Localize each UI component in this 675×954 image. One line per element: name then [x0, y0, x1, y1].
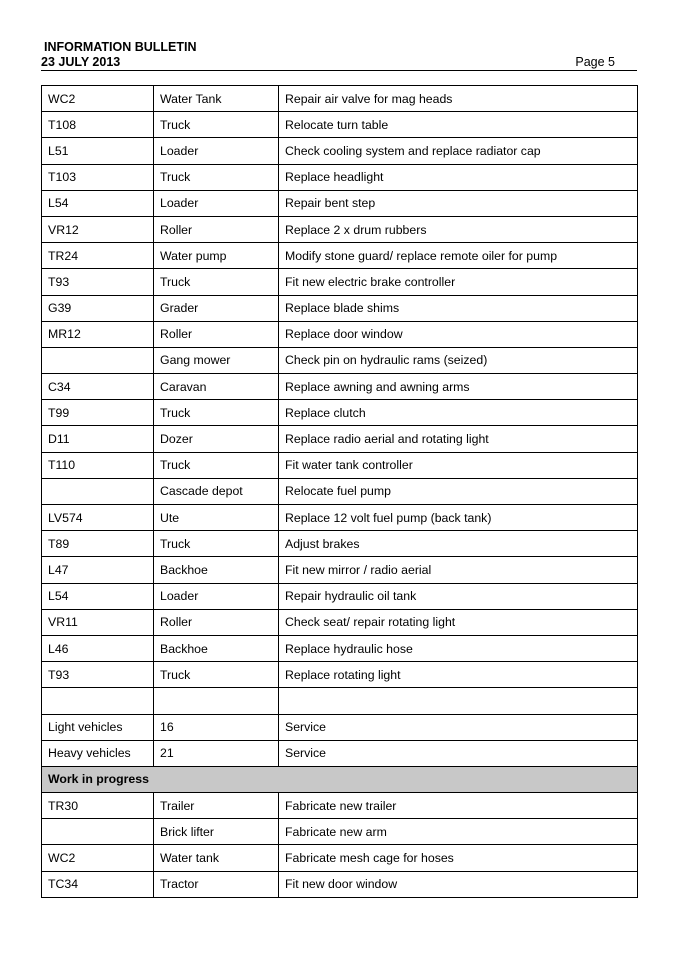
cell-task: Fabricate new trailer: [279, 793, 638, 819]
table-row: [42, 505, 638, 531]
cell-equipment-type: Ute: [154, 505, 279, 531]
table-row: [42, 112, 638, 138]
cell-equipment-id: WC2: [42, 845, 154, 871]
cell-equipment-id: T93: [42, 269, 154, 295]
table-row: [42, 557, 638, 583]
cell-equipment-type: Grader: [154, 295, 279, 321]
cell-equipment-id: MR12: [42, 321, 154, 347]
table-row: [42, 635, 638, 661]
table-row: [42, 740, 638, 766]
cell-equipment-type: Cascade depot: [154, 478, 279, 504]
cell-equipment-id: LV574: [42, 505, 154, 531]
table-row: [42, 583, 638, 609]
cell-task: Check cooling system and replace radiator cap: [279, 138, 638, 164]
cell-equipment-type: Truck: [154, 400, 279, 426]
cell-equipment-type: Dozer: [154, 426, 279, 452]
section-header-row: [42, 766, 638, 792]
cell-task: Replace radio aerial and rotating light: [279, 426, 638, 452]
cell-equipment-id: Heavy vehicles: [42, 740, 154, 766]
cell-task: Check pin on hydraulic rams (seized): [279, 347, 638, 373]
table-row: [42, 190, 638, 216]
cell-equipment-id: T103: [42, 164, 154, 190]
cell-task: Check seat/ repair rotating light: [279, 609, 638, 635]
cell-task: Replace hydraulic hose: [279, 635, 638, 661]
cell-equipment-type: Brick lifter: [154, 819, 279, 845]
cell-equipment-id: L47: [42, 557, 154, 583]
cell-equipment-id: WC2: [42, 86, 154, 112]
cell-task: Replace 2 x drum rubbers: [279, 216, 638, 242]
cell-equipment-id: D11: [42, 426, 154, 452]
cell-task: [279, 688, 638, 714]
cell-task: Modify stone guard/ replace remote oiler for pump: [279, 243, 638, 269]
cell-task: Replace clutch: [279, 400, 638, 426]
table-row: [42, 478, 638, 504]
cell-equipment-id: C34: [42, 374, 154, 400]
work-items-table: [41, 85, 638, 898]
table-row: [42, 243, 638, 269]
cell-equipment-type: Backhoe: [154, 557, 279, 583]
table-row: [42, 374, 638, 400]
cell-equipment-type: Roller: [154, 609, 279, 635]
cell-equipment-id: Light vehicles: [42, 714, 154, 740]
cell-task: Relocate fuel pump: [279, 478, 638, 504]
cell-task: Fit new door window: [279, 871, 638, 897]
cell-task: Fit new electric brake controller: [279, 269, 638, 295]
table-row: [42, 871, 638, 897]
cell-task: Replace rotating light: [279, 662, 638, 688]
cell-equipment-id: [42, 478, 154, 504]
cell-equipment-type: Truck: [154, 452, 279, 478]
header-date-row: [41, 55, 637, 71]
cell-equipment-type: Gang mower: [154, 347, 279, 373]
cell-task: Replace awning and awning arms: [279, 374, 638, 400]
cell-equipment-type: Truck: [154, 164, 279, 190]
cell-equipment-type: 16: [154, 714, 279, 740]
cell-equipment-id: [42, 347, 154, 373]
table-row: [42, 426, 638, 452]
cell-equipment-id: TR30: [42, 793, 154, 819]
cell-equipment-id: T93: [42, 662, 154, 688]
cell-equipment-type: Loader: [154, 583, 279, 609]
cell-equipment-type: Truck: [154, 112, 279, 138]
cell-equipment-id: [42, 688, 154, 714]
bulletin-date: 23 JULY 2013: [41, 55, 121, 69]
cell-equipment-id: T110: [42, 452, 154, 478]
table-row: [42, 819, 638, 845]
cell-equipment-id: VR11: [42, 609, 154, 635]
cell-task: Replace door window: [279, 321, 638, 347]
cell-equipment-id: VR12: [42, 216, 154, 242]
cell-equipment-type: Loader: [154, 138, 279, 164]
cell-task: Replace blade shims: [279, 295, 638, 321]
cell-equipment-type: Truck: [154, 662, 279, 688]
cell-equipment-type: Truck: [154, 531, 279, 557]
cell-equipment-id: L54: [42, 583, 154, 609]
cell-task: Relocate turn table: [279, 112, 638, 138]
cell-task: Service: [279, 740, 638, 766]
cell-task: Fit new mirror / radio aerial: [279, 557, 638, 583]
table-row: [42, 269, 638, 295]
cell-equipment-id: L54: [42, 190, 154, 216]
cell-equipment-type: Water tank: [154, 845, 279, 871]
cell-equipment-id: G39: [42, 295, 154, 321]
cell-equipment-id: T108: [42, 112, 154, 138]
page-number: Page 5: [575, 55, 615, 69]
table-row: [42, 138, 638, 164]
table-row: [42, 321, 638, 347]
cell-task: Repair air valve for mag heads: [279, 86, 638, 112]
cell-equipment-id: L51: [42, 138, 154, 164]
cell-equipment-type: 21: [154, 740, 279, 766]
cell-equipment-id: [42, 819, 154, 845]
cell-equipment-type: Loader: [154, 190, 279, 216]
cell-equipment-id: TC34: [42, 871, 154, 897]
cell-equipment-id: T99: [42, 400, 154, 426]
table-row: [42, 400, 638, 426]
cell-equipment-id: TR24: [42, 243, 154, 269]
table-row: [42, 295, 638, 321]
table-row: [42, 86, 638, 112]
table-row: [42, 531, 638, 557]
cell-equipment-id: T89: [42, 531, 154, 557]
cell-equipment-type: Truck: [154, 269, 279, 295]
cell-task: Repair bent step: [279, 190, 638, 216]
table-row: [42, 216, 638, 242]
cell-task: Adjust brakes: [279, 531, 638, 557]
cell-task: Fit water tank controller: [279, 452, 638, 478]
cell-equipment-type: Roller: [154, 216, 279, 242]
table-row: [42, 662, 638, 688]
cell-task: Service: [279, 714, 638, 740]
cell-task: Fabricate mesh cage for hoses: [279, 845, 638, 871]
cell-task: Replace 12 volt fuel pump (back tank): [279, 505, 638, 531]
section-title: Work in progress: [42, 766, 638, 792]
table-row: [42, 347, 638, 373]
cell-task: Repair hydraulic oil tank: [279, 583, 638, 609]
cell-equipment-type: [154, 688, 279, 714]
table-row: [42, 714, 638, 740]
cell-equipment-type: Tractor: [154, 871, 279, 897]
bulletin-title: INFORMATION BULLETIN: [44, 40, 197, 54]
table-row: [42, 452, 638, 478]
table-row: [42, 845, 638, 871]
cell-equipment-type: Water Tank: [154, 86, 279, 112]
cell-equipment-type: Trailer: [154, 793, 279, 819]
cell-equipment-type: Caravan: [154, 374, 279, 400]
bulletin-header: [41, 40, 637, 71]
cell-equipment-type: Roller: [154, 321, 279, 347]
cell-equipment-id: L46: [42, 635, 154, 661]
table-row: [42, 609, 638, 635]
table-row: [42, 793, 638, 819]
cell-equipment-type: Backhoe: [154, 635, 279, 661]
table-row: [42, 164, 638, 190]
cell-task: Fabricate new arm: [279, 819, 638, 845]
cell-equipment-type: Water pump: [154, 243, 279, 269]
work-items-body: [42, 86, 638, 898]
table-row: [42, 688, 638, 714]
cell-task: Replace headlight: [279, 164, 638, 190]
